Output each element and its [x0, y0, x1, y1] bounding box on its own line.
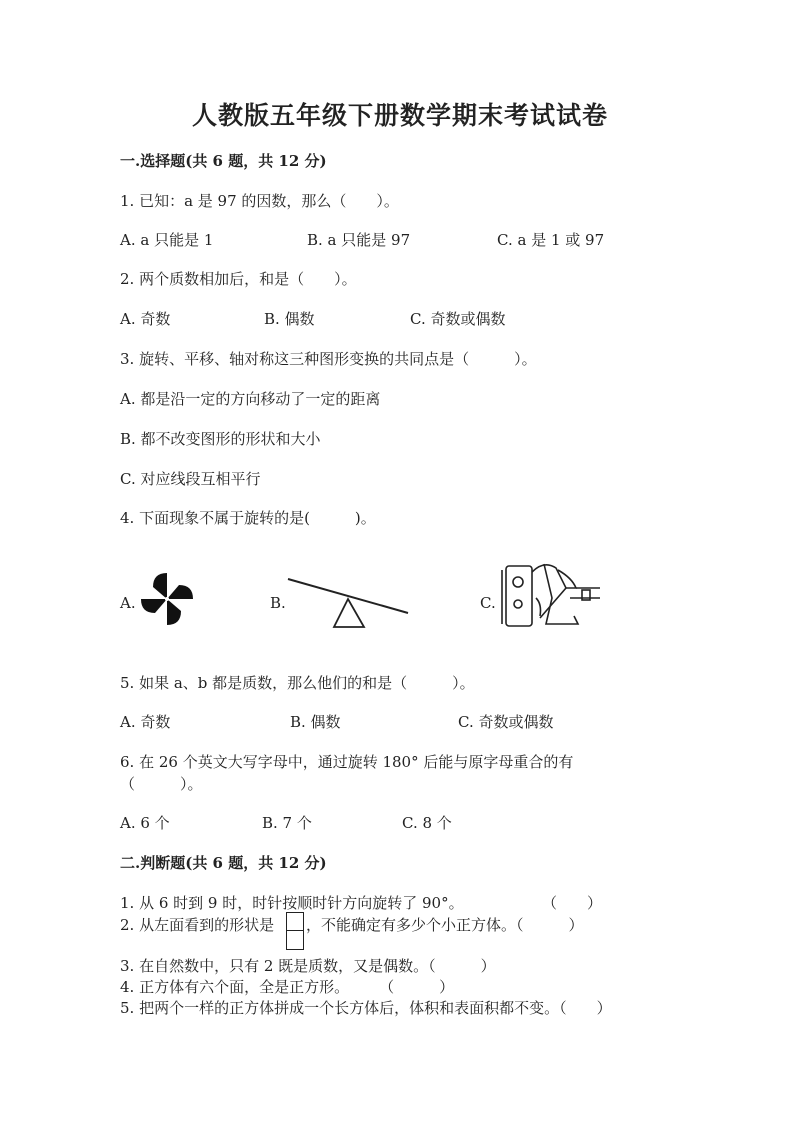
q6-option-b: B. 7 个: [262, 814, 312, 832]
q4-option-a: A.: [120, 594, 136, 612]
q2-option-a: A. 奇数: [120, 310, 171, 328]
judgement-5: 5. 把两个一样的正方体拼成一个长方体后，体积和表面积都不变。（ ）: [120, 999, 612, 1017]
q6-option-a: A. 6 个: [120, 814, 170, 832]
q3-option-b: B. 都不改变图形的形状和大小: [120, 430, 321, 448]
q5-option-b: B. 偶数: [290, 713, 341, 731]
slide-icon: [500, 558, 604, 632]
question-4: 4. 下面现象不属于旋转的是( )。: [120, 509, 376, 527]
left-view-shape-icon: [286, 912, 304, 950]
question-5: 5. 如果 a、b 都是质数，那么他们的和是（ ）。: [120, 674, 475, 692]
q4-option-b: B.: [270, 594, 286, 612]
q2-option-c: C. 奇数或偶数: [410, 310, 506, 328]
q6-option-c: C. 8 个: [402, 814, 452, 832]
q1-option-a: A. a 只能是 1: [120, 231, 214, 249]
judgement-3: 3. 在自然数中，只有 2 既是质数，又是偶数。（ ）: [120, 957, 496, 975]
q1-option-b: B. a 只能是 97: [307, 231, 411, 249]
judgement-2-continued: ，不能确定有多少个小正方体。（ ）: [306, 916, 584, 934]
page-title: 人教版五年级下册数学期末考试试卷: [191, 101, 608, 130]
question-6: 6. 在 26 个英文大写字母中，通过旋转 180° 后能与原字母重合的有: [120, 753, 574, 771]
judgement-2: 2. 从左面看到的形状是: [120, 916, 275, 934]
seesaw-icon: [286, 575, 410, 631]
q5-option-a: A. 奇数: [120, 713, 171, 731]
section-heading-judgement: 二.判断题(共 6 题，共 12 分): [120, 854, 327, 872]
judgement-1: 1. 从 6 时到 9 时，时针按顺时针方向旋转了 90°。: [120, 894, 464, 912]
q2-option-b: B. 偶数: [264, 310, 315, 328]
section-heading-choice: 一.选择题(共 6 题，共 12 分): [120, 152, 327, 170]
q3-option-a: A. 都是沿一定的方向移动了一定的距离: [120, 390, 381, 408]
question-2: 2. 两个质数相加后，和是（ ）。: [120, 270, 357, 288]
question-1: 1. 已知：a 是 97 的因数，那么（ ）。: [120, 192, 399, 210]
question-6-continued: （ ）。: [120, 775, 203, 793]
judgement-4: 4. 正方体有六个面，全是正方形。 （ ）: [120, 978, 455, 996]
question-3: 3. 旋转、平移、轴对称这三种图形变换的共同点是（ ）。: [120, 350, 537, 368]
q5-option-c: C. 奇数或偶数: [458, 713, 554, 731]
judgement-1-blank: （ ）: [542, 894, 603, 912]
q4-option-c: C.: [480, 594, 496, 612]
pinwheel-icon: [138, 570, 196, 628]
q1-option-c: C. a 是 1 或 97: [497, 231, 605, 249]
q3-option-c: C. 对应线段互相平行: [120, 470, 261, 488]
